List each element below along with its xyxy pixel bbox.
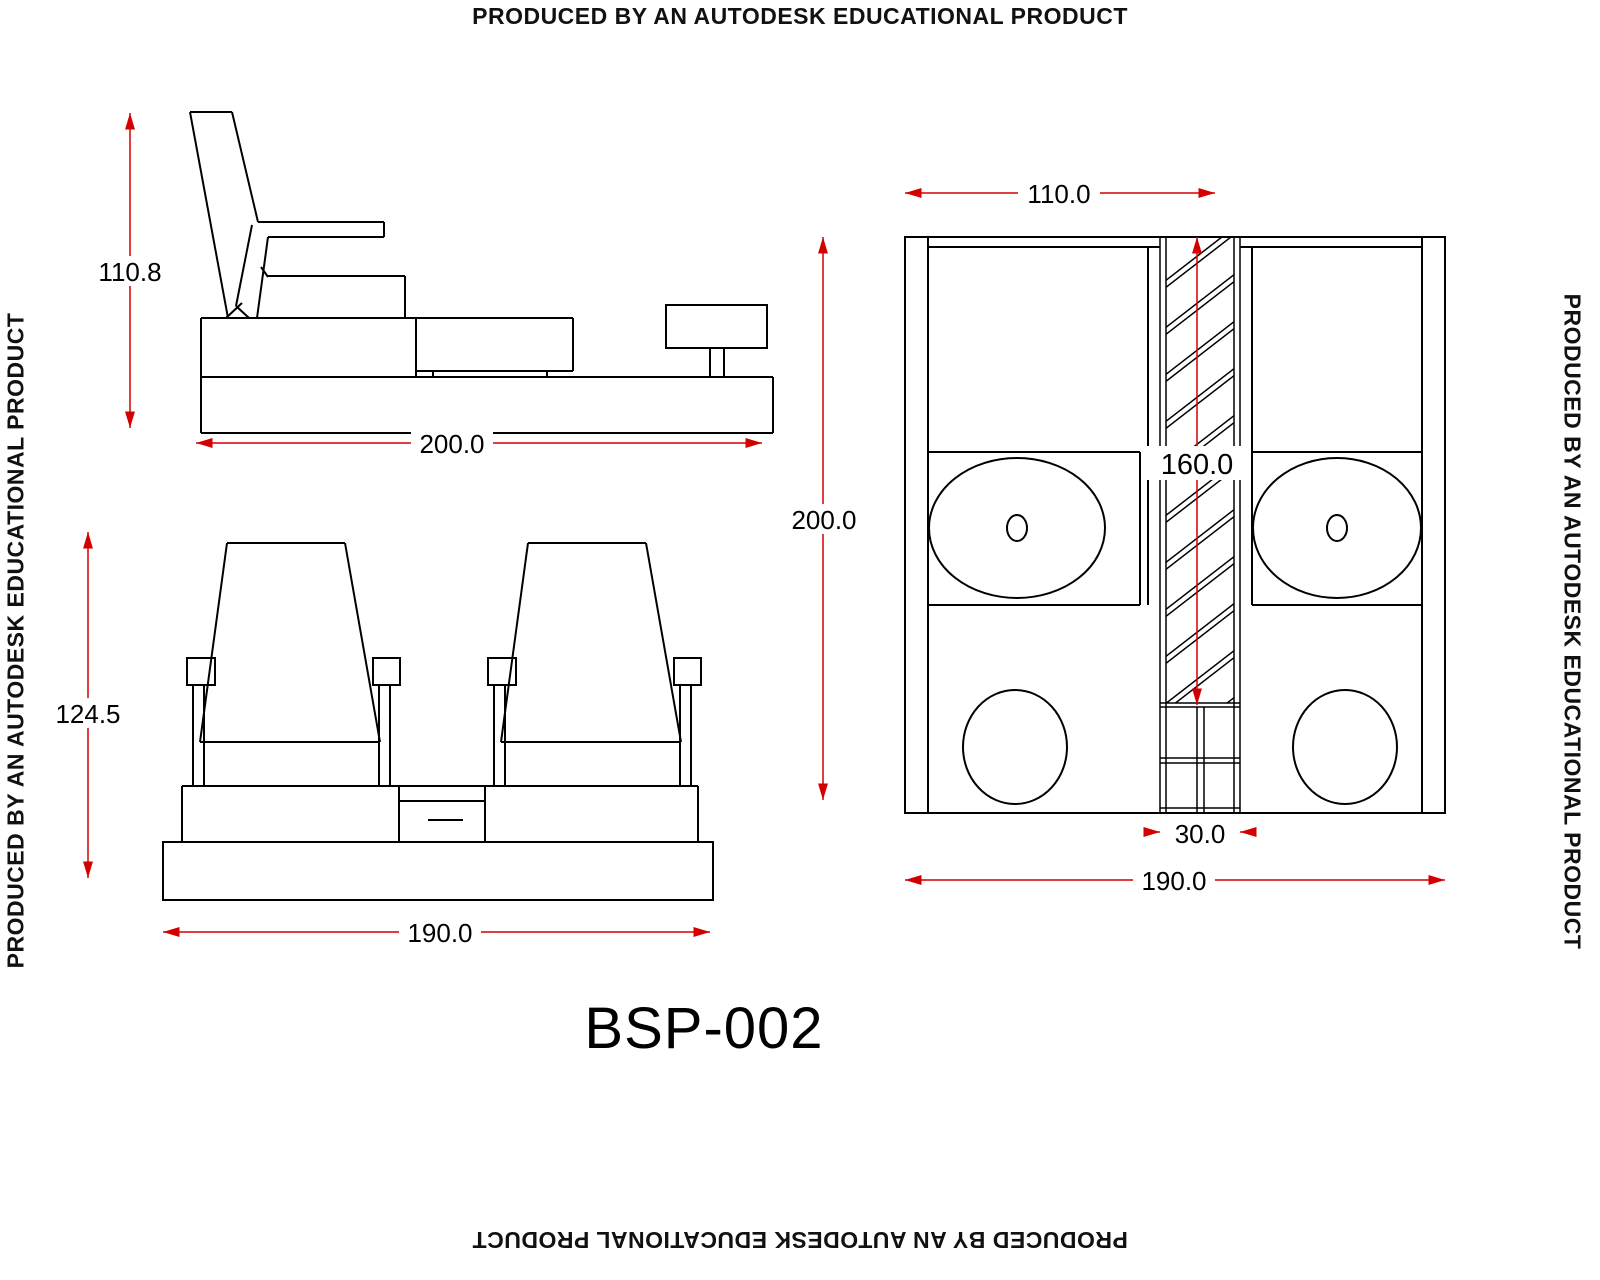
front-width-dimension <box>163 918 710 948</box>
plan-view <box>783 179 1445 896</box>
channel-hatching <box>1160 223 1240 762</box>
plan-left-dimension <box>783 237 865 800</box>
side-height-dimension <box>92 113 168 428</box>
plan-bottom-dimension <box>905 866 1445 896</box>
side-elevation-view <box>92 112 773 459</box>
dim-plan-left: 200.0 <box>791 505 857 535</box>
chair-side-profile <box>190 112 773 433</box>
front-elevation-view <box>50 532 713 948</box>
dim-plan-bottom: 190.0 <box>1141 866 1207 896</box>
plan-channel-dimension <box>1146 819 1254 849</box>
watermark-top: PRODUCED BY AN AUTODESK EDUCATIONAL PRODUCT <box>472 3 1128 29</box>
drawing-title: BSP-002 <box>584 996 824 1061</box>
plan-outline <box>905 237 1445 813</box>
plan-center-dimension <box>1143 237 1251 705</box>
dim-plan-center: 160.0 <box>1160 449 1234 481</box>
dim-front-width: 190.0 <box>407 918 473 948</box>
dim-front-height: 124.5 <box>55 699 121 729</box>
dim-side-width: 200.0 <box>419 429 485 459</box>
watermark-right: PRODUCED BY AN AUTODESK EDUCATIONAL PRODUCT <box>1559 293 1586 950</box>
plan-top-dimension <box>905 179 1215 209</box>
chairs-front-profile <box>163 543 713 900</box>
dim-side-height: 110.8 <box>98 257 162 287</box>
watermark-bottom: PRODUCED BY AN AUTODESK EDUCATIONAL PRODUCT <box>472 1227 1128 1253</box>
dim-plan-top: 110.0 <box>1027 179 1091 209</box>
front-height-dimension <box>50 532 128 878</box>
dim-plan-channel: 30.0 <box>1174 819 1226 849</box>
watermark-left: PRODUCED BY AN AUTODESK EDUCATIONAL PRODUCT <box>2 312 29 969</box>
